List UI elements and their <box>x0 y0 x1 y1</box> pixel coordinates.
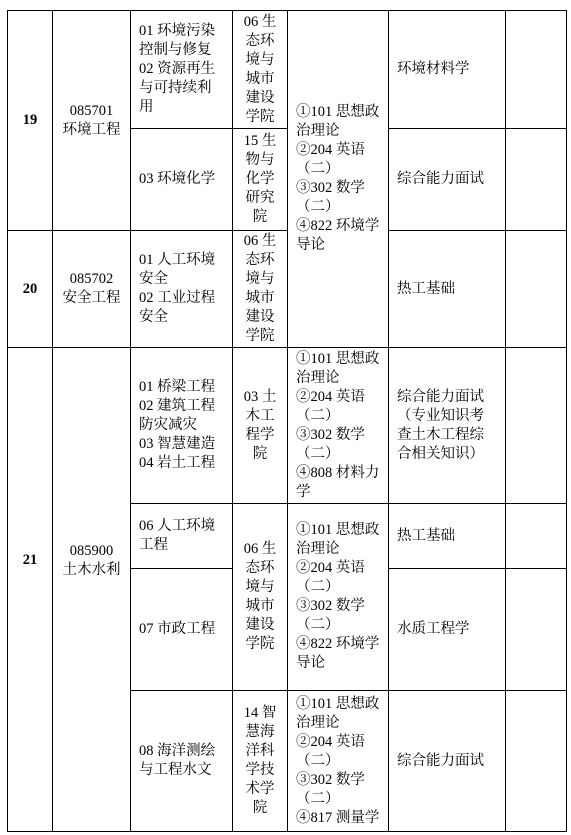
major-cell <box>53 231 131 348</box>
program-number: 20 <box>22 280 38 297</box>
remarks-cell <box>506 691 567 832</box>
exam-subjects-cell <box>288 504 389 691</box>
college-cell <box>233 504 288 691</box>
remarks-cell <box>506 348 567 504</box>
major-code: 085701 <box>69 102 114 119</box>
program-number-cell <box>8 11 53 231</box>
college-cell <box>233 129 288 231</box>
remarks-cell <box>506 504 567 569</box>
research-direction-list <box>139 251 219 327</box>
remarks-cell <box>506 11 567 129</box>
major-code: 085900 <box>69 542 114 559</box>
direction-item: 08 海洋测绘与工程水文 <box>139 743 216 778</box>
exam-subject: ①101 思想政治理论 <box>296 350 380 386</box>
exam-subjects-cell <box>288 348 389 504</box>
retest-subject: 水质工程学 <box>397 621 470 637</box>
exam-subject: ③302 数学（二） <box>296 180 365 215</box>
college-cell <box>233 231 288 348</box>
retest-subject: 综合能力面试（专业知识考查土木工程综合相关知识） <box>397 388 484 462</box>
college-name: 15 生物与化学研究院 <box>243 133 277 225</box>
retest-subject: 热工基础 <box>397 527 455 544</box>
retest-subject-cell <box>389 11 506 129</box>
college-name: 03 土木工程学院 <box>243 388 277 462</box>
retest-subject-cell <box>389 129 506 231</box>
direction-item: 01 人工环境安全 <box>139 252 216 287</box>
exam-subject-list <box>296 521 387 673</box>
remarks-cell <box>506 569 567 691</box>
exam-subject: ③302 数学（二） <box>296 771 365 807</box>
exam-subject: ③302 数学（二） <box>296 598 365 633</box>
remarks-cell <box>506 129 567 231</box>
research-direction-cell <box>131 348 233 504</box>
retest-subject: 综合能力面试 <box>397 752 484 769</box>
exam-subjects-cell <box>288 691 389 832</box>
research-direction-cell <box>131 691 233 832</box>
major-name: 土木水利 <box>62 561 121 578</box>
college-name: 14 智慧海洋科学技术学院 <box>243 705 277 816</box>
exam-subject: ①101 思想政治理论 <box>296 522 380 557</box>
research-direction-list <box>139 170 219 189</box>
direction-item: 06 人工环境工程 <box>139 518 216 553</box>
exam-subjects-cell <box>288 11 389 348</box>
college-cell <box>233 348 288 504</box>
direction-item: 07 市政工程 <box>139 621 216 637</box>
research-direction-list <box>139 517 219 555</box>
research-direction-list <box>139 620 219 639</box>
retest-subject-cell <box>389 231 506 348</box>
exam-subject: ④808 材料力学 <box>296 464 380 500</box>
research-direction-list <box>139 378 219 473</box>
remarks-cell <box>506 231 567 348</box>
research-direction-cell <box>131 504 233 569</box>
major-name: 环境工程 <box>62 121 121 138</box>
direction-item: 03 环境化学 <box>139 171 216 187</box>
college-name: 06 生态环境与城市建设学院 <box>243 541 277 652</box>
exam-subject: ②204 英语（二） <box>296 733 365 769</box>
major-code: 085702 <box>69 271 114 287</box>
exam-subject: ③302 数学（二） <box>296 426 365 462</box>
direction-item: 02 资源再生与可持续利用 <box>139 61 216 115</box>
retest-subject-cell <box>389 569 506 691</box>
retest-subject: 环境材料学 <box>397 61 470 77</box>
retest-subject: 热工基础 <box>397 280 455 297</box>
exam-subject: ④822 环境学导论 <box>296 218 380 253</box>
program-number: 21 <box>22 552 38 568</box>
exam-subject: ④817 测量学 <box>296 809 380 826</box>
exam-subject-list <box>296 350 387 502</box>
exam-subject-list <box>296 103 387 255</box>
direction-item: 02 工业过程安全 <box>139 290 216 325</box>
program-number-cell <box>8 231 53 348</box>
college-name: 06 生态环境与城市建设学院 <box>243 233 277 344</box>
exam-subject: ②204 英语（二） <box>296 388 365 424</box>
direction-item: 02 建筑工程防灾减灾 <box>139 398 216 433</box>
major-cell <box>53 348 131 832</box>
direction-item: 01 环境污染控制与修复 <box>139 23 216 58</box>
research-direction-list <box>139 22 219 117</box>
retest-subject: 综合能力面试 <box>397 171 484 187</box>
major-cell <box>53 11 131 231</box>
exam-subject-list <box>296 695 387 828</box>
research-direction-cell <box>131 129 233 231</box>
college-cell <box>233 11 288 129</box>
exam-subject: ②204 英语（二） <box>296 142 365 177</box>
research-direction-list <box>139 742 219 780</box>
program-number: 19 <box>22 112 38 128</box>
retest-subject-cell <box>389 691 506 832</box>
retest-subject-cell <box>389 504 506 569</box>
direction-item: 03 智慧建造 <box>139 436 216 452</box>
college-cell <box>233 691 288 832</box>
program-number-cell <box>8 348 53 832</box>
research-direction-cell <box>131 231 233 348</box>
direction-item: 04 岩土工程 <box>139 455 216 471</box>
research-direction-cell <box>131 569 233 691</box>
exam-subject: ②204 英语（二） <box>296 560 365 595</box>
major-name: 安全工程 <box>62 290 121 306</box>
research-direction-cell <box>131 11 233 129</box>
college-name: 06 生态环境与城市建设学院 <box>243 13 277 125</box>
direction-item: 01 桥梁工程 <box>139 379 216 395</box>
exam-subject: ①101 思想政治理论 <box>296 104 380 139</box>
exam-subject: ①101 思想政治理论 <box>296 695 380 731</box>
admissions-table <box>7 10 567 832</box>
retest-subject-cell <box>389 348 506 504</box>
exam-subject: ④822 环境学导论 <box>296 636 380 671</box>
